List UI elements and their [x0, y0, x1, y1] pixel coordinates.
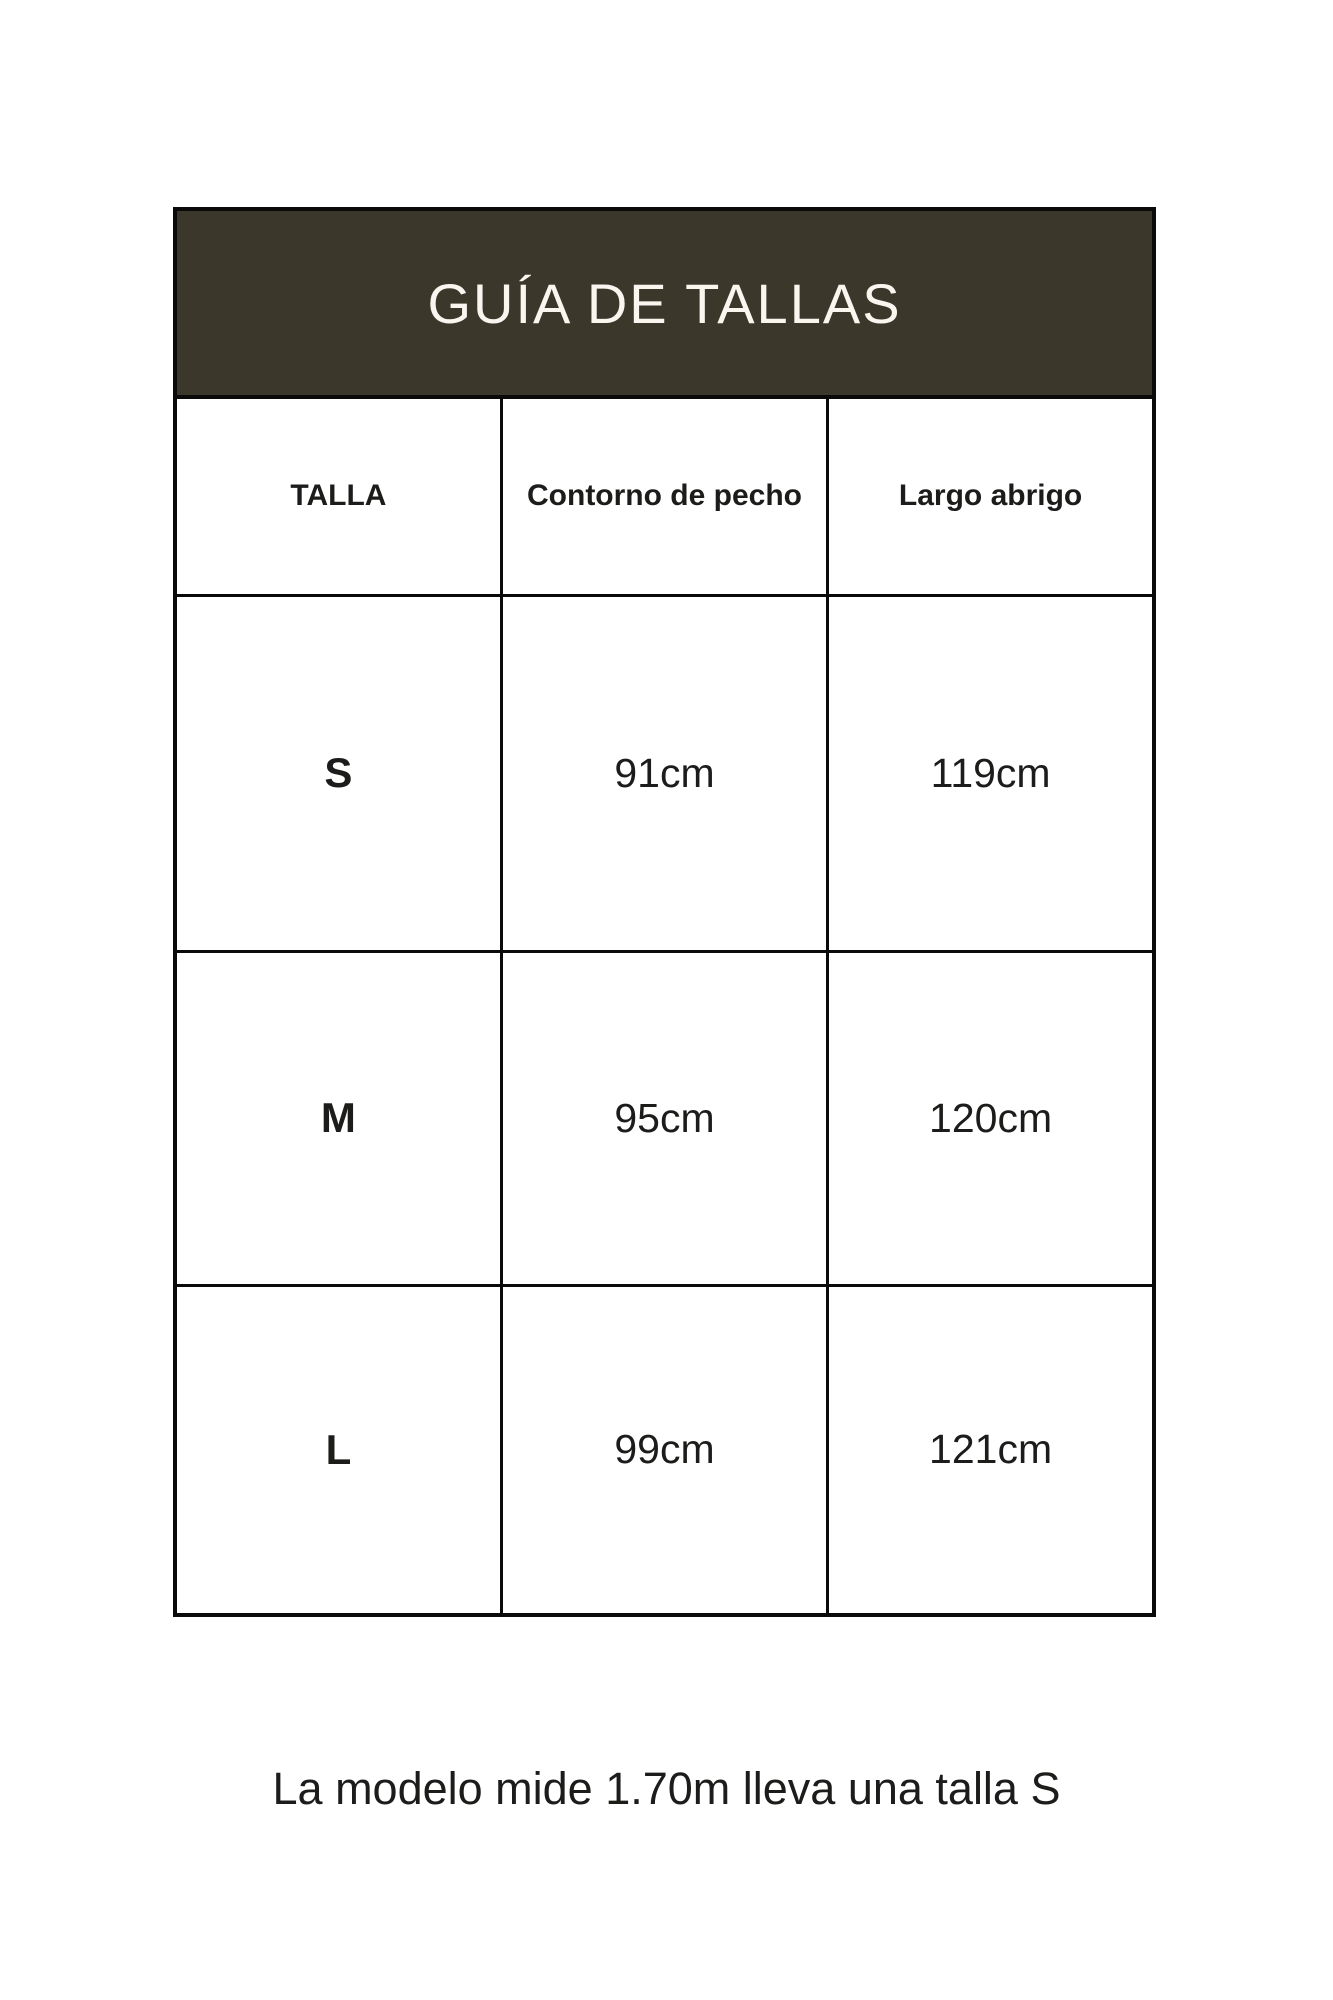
size-cell-m: M [175, 951, 501, 1285]
size-table-head [175, 397, 1154, 595]
column-header-contorno-de-pecho: Contorno de pecho [501, 397, 827, 595]
length-cell-m: 120cm [828, 951, 1154, 1285]
column-header-talla: TALLA [175, 397, 501, 595]
table-header-row [175, 397, 1154, 595]
table-row-size-s [175, 595, 1154, 951]
size-cell-s: S [175, 595, 501, 951]
size-guide-header [173, 207, 1156, 395]
chest-cell-l: 99cm [501, 1285, 827, 1615]
chest-cell-m: 95cm [501, 951, 827, 1285]
size-cell-l: L [175, 1285, 501, 1615]
size-table [173, 395, 1156, 1617]
table-row-size-m [175, 951, 1154, 1285]
model-size-note: La modelo mide 1.70m lleva una talla S [272, 1763, 1061, 1814]
size-guide-title: GUÍA DE TALLAS [427, 271, 902, 335]
chest-cell-s: 91cm [501, 595, 827, 951]
length-cell-s: 119cm [828, 595, 1154, 951]
size-guide-card [173, 207, 1156, 1617]
size-table-body [175, 595, 1154, 1615]
column-header-largo-abrigo: Largo abrigo [828, 397, 1154, 595]
length-cell-l: 121cm [828, 1285, 1154, 1615]
table-row-size-l [175, 1285, 1154, 1615]
